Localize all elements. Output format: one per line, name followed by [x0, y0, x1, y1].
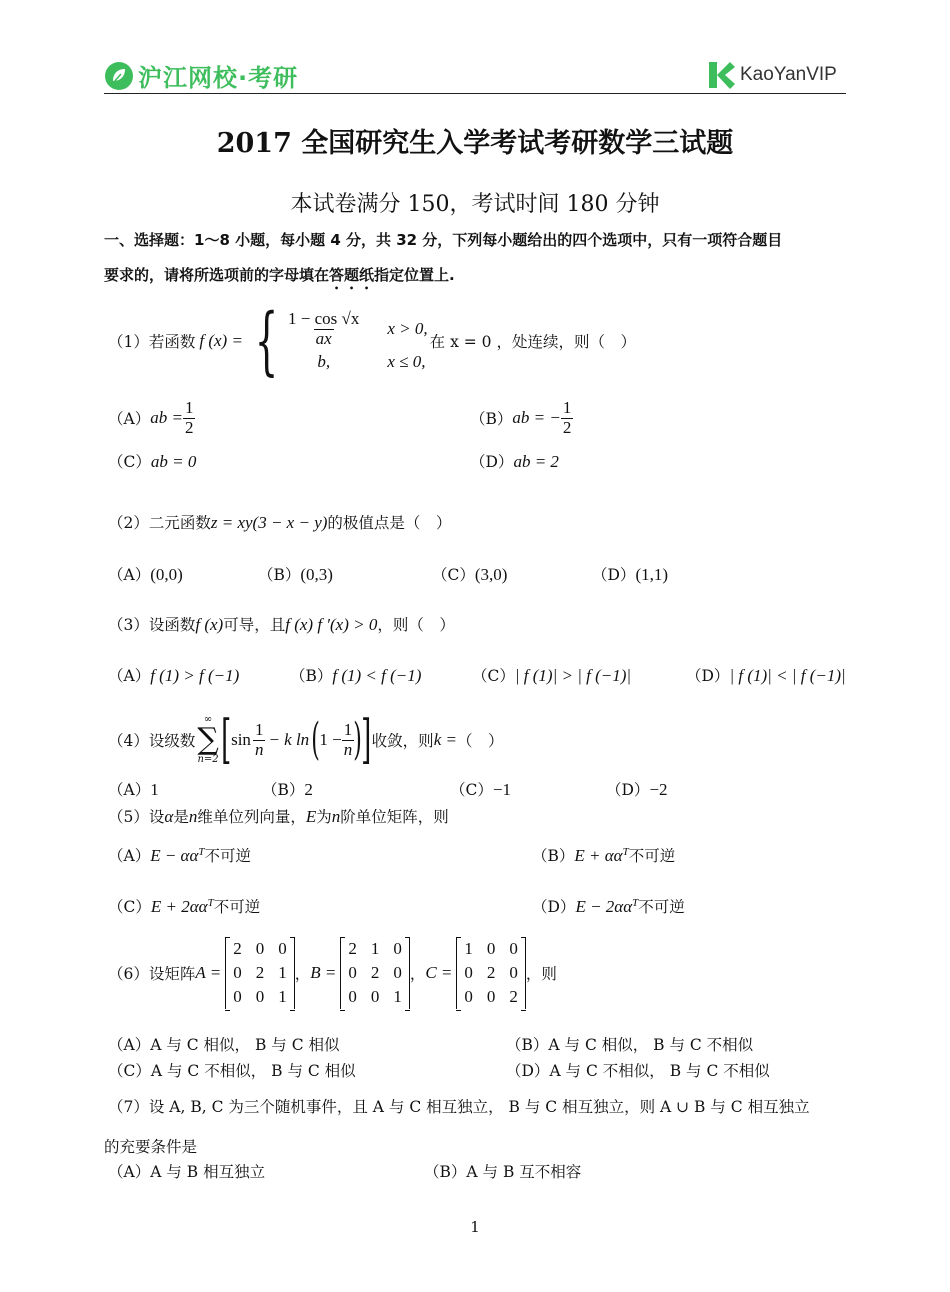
question-5-option-b[interactable]: $(B)E + \alpha\alpha^T$不可逆 — [532, 845, 676, 865]
matrix-cell: 2 — [233, 939, 242, 958]
question-6-option-b[interactable]: （B）A 与 C 相似， B 与 C 不相似 — [506, 1036, 754, 1054]
matrix-cell: 1 — [464, 939, 473, 958]
matrix-cell: 2 — [486, 963, 496, 982]
emphasized-text: 答题纸 — [329, 266, 375, 284]
question-2-stem: （2）二元函数z = xy(3 − x − y)的极值点是（ ） — [108, 513, 452, 532]
piecewise-case1-fraction: $\frac{1 - \cos √x}{ax}$ — [288, 308, 360, 348]
kaoyanvip-logo — [706, 60, 837, 90]
leaf-logo-icon — [104, 61, 134, 91]
matrix-cell: 0 — [233, 963, 242, 982]
matrix-cell: 0 — [370, 987, 380, 1006]
question-3-option-d[interactable]: （D）| f (1)| < | f (−1)| — [686, 666, 846, 685]
question-4-option-c[interactable]: （C）−1 — [450, 780, 511, 799]
matrix-row — [341, 961, 410, 985]
matrix-cell: 0 — [348, 963, 357, 982]
hujiang-logo — [104, 58, 298, 93]
question-3-option-a[interactable]: （A）f (1) > f (−1) — [108, 666, 240, 685]
question-1-option-c[interactable]: （C）ab = 0 — [108, 452, 197, 471]
question-1-option-b[interactable]: （B） ab = − $\frac{1}{2}$ — [470, 398, 572, 437]
matrix-cell: 0 — [255, 939, 265, 958]
matrix-cell: 2 — [509, 987, 518, 1006]
question-6-option-d[interactable]: （D）A 与 C 不相似， B 与 C 不相似 — [506, 1062, 770, 1080]
question-5-option-d[interactable]: $(D)E - 2\alpha\alpha^T$不可逆 — [532, 896, 685, 916]
matrix-cell: 0 — [486, 987, 496, 1006]
matrix-cell: 0 — [464, 963, 473, 982]
matrix-cell: 0 — [233, 987, 242, 1006]
matrix-row — [457, 961, 526, 985]
matrix-cell: 0 — [486, 939, 496, 958]
matrix-a — [225, 937, 295, 1009]
question-3-option-c[interactable]: （C）| f (1)| > | f (−1)| — [472, 666, 632, 685]
question-6-option-c[interactable]: （C）A 与 C 不相似， B 与 C 相似 — [108, 1062, 356, 1080]
matrix-cell: 1 — [278, 987, 287, 1006]
matrix-row — [341, 985, 410, 1009]
matrix-row — [457, 937, 526, 961]
matrix-c — [456, 937, 526, 1009]
question-4-stem: （4）设级数 ∞ ∑ n=2 [ sin $\frac{1}{n}$ − k ln ( 1 − $\frac{1}{n}$ ) ] 收敛，则 k = （ ） — [108, 710, 504, 770]
header-rule — [104, 93, 846, 94]
matrix-row — [226, 961, 295, 985]
question-5-stem: （5）设α是n维单位列向量，E为n阶单位矩阵，则 — [108, 807, 449, 826]
question-1-option-a[interactable]: （A） ab = $\frac{1}{2}$ — [108, 398, 194, 437]
summation-symbol: ∞ ∑ n=2 — [197, 714, 219, 765]
question-6-stem: （6）设矩阵 A = 2 0 0 0 2 1 0 0 1 ， B = 2 1 0 0 2 0 0 0 1 ， C = 1 0 0 0 2 0 0 0 2 ，则 — [108, 937, 557, 1009]
matrix-row — [457, 985, 526, 1009]
question-1-stem: （1）若函数 f (x) = { $\frac{1 - \cos √x}{ax}$ x > 0, b, x ≤ 0, 在 x = 0 ，处连续，则（ ） — [108, 298, 636, 384]
matrix-cell: 1 — [393, 987, 402, 1006]
page-number: 1 — [470, 1218, 480, 1236]
matrix-cell: 0 — [393, 963, 402, 982]
kaoyanvip-logo-text: KaoYanVIP — [740, 64, 837, 85]
matrix-row — [226, 985, 295, 1009]
question-7-stem-line2: 的充要条件是 — [104, 1138, 198, 1156]
matrix-cell: 2 — [370, 963, 380, 982]
question-4-option-a[interactable]: （A）1 — [108, 780, 159, 799]
section-heading-line1: 一、选择题：1～8 小题，每小题 4 分，共 32 分，下列每小题给出的四个选项中，只有一项符合题目 — [104, 231, 783, 249]
kaoyanvip-k-icon — [706, 60, 736, 90]
matrix-cell: 0 — [393, 939, 402, 958]
matrix-cell: 2 — [348, 939, 357, 958]
matrix-cell: 0 — [278, 939, 287, 958]
matrix-cell: 2 — [255, 963, 265, 982]
question-7-stem-line1: （7）设 A, B, C 为三个随机事件，且 A 与 C 相互独立， B 与 C 相互独立，则 A ∪ B 与 C 相互独立 — [108, 1098, 810, 1116]
hujiang-logo-text: 沪江网校·考研 — [138, 64, 299, 92]
question-1-option-d[interactable]: （D）ab = 2 — [470, 452, 559, 471]
question-4-option-b[interactable]: （B）2 — [262, 780, 313, 799]
matrix-cell: 0 — [255, 987, 265, 1006]
matrix-cell: 0 — [509, 963, 518, 982]
matrix-row — [341, 937, 410, 961]
matrix-b — [340, 937, 410, 1009]
question-2-option-d[interactable]: （D）(1,1) — [592, 565, 669, 584]
question-6-option-a[interactable]: （A）A 与 C 相似， B 与 C 相似 — [108, 1036, 340, 1054]
section-heading-line2: 要求的，请将所选项前的字母填在答题纸指定位置上. — [104, 266, 455, 284]
matrix-cell: 0 — [509, 939, 518, 958]
question-3-stem: （3）设函数f (x)可导，且f (x) f ′(x) > 0，则（ ） — [108, 615, 455, 634]
page-subtitle: 本试卷满分 150，考试时间 180 分钟 — [290, 192, 660, 217]
question-5-option-a[interactable]: $(A)E - \alpha\alpha^T$不可逆 — [108, 845, 252, 865]
matrix-cell: 0 — [464, 987, 473, 1006]
question-5-option-c[interactable]: $(C)E + 2\alpha\alpha^T$不可逆 — [108, 896, 261, 916]
matrix-cell: 1 — [370, 939, 380, 958]
page-title: 2017 全国研究生入学考试考研数学三试题 — [216, 128, 734, 159]
question-7-option-a[interactable]: （A）A 与 B 相互独立 — [108, 1163, 266, 1181]
matrix-cell: 1 — [278, 963, 287, 982]
question-7-option-b[interactable]: （B）A 与 B 互不相容 — [424, 1163, 582, 1181]
question-3-option-b[interactable]: （B）f (1) < f (−1) — [290, 666, 422, 685]
question-2-option-a[interactable]: （A）(0,0) — [108, 565, 183, 584]
matrix-row — [226, 937, 295, 961]
matrix-cell: 0 — [348, 987, 357, 1006]
question-2-option-b[interactable]: （B）(0,3) — [258, 565, 333, 584]
question-4-option-d[interactable]: （D）−2 — [606, 780, 668, 799]
question-2-option-c[interactable]: （C）(3,0) — [432, 565, 508, 584]
